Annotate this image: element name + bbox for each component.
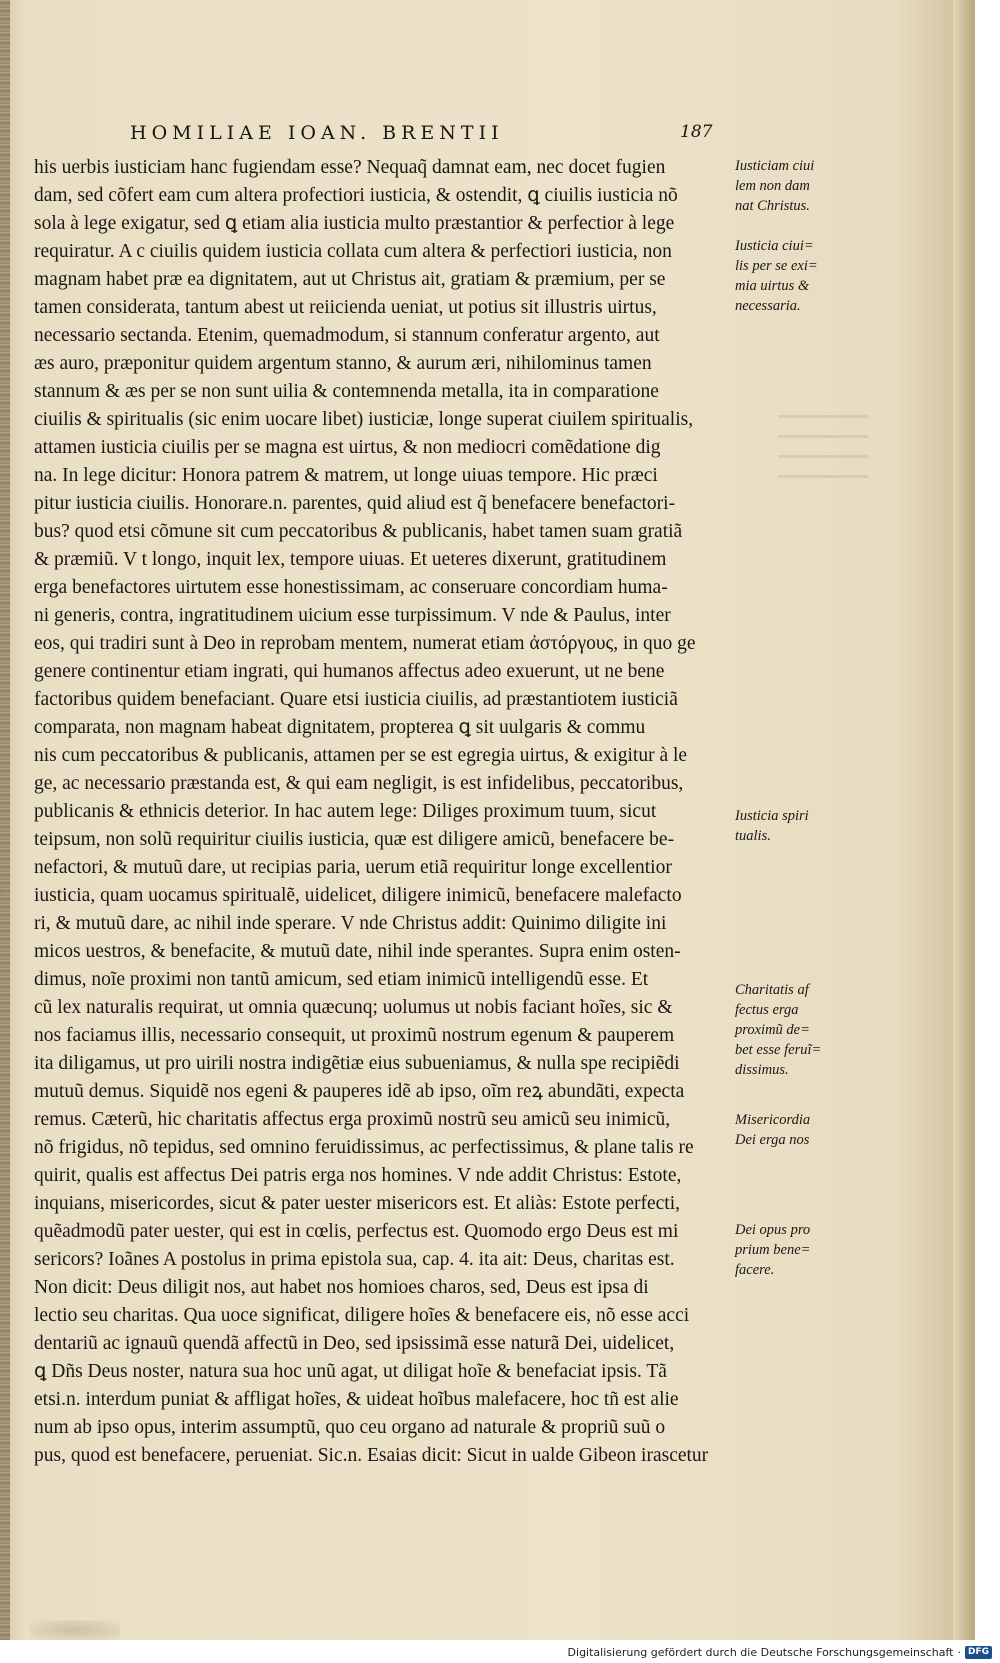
margin-note	[735, 156, 835, 216]
text-line: ciuilis & spiritualis (sic enim uocare libet) iusticiæ, longe superat ciuilem spiritualis,	[34, 409, 694, 430]
text-line: bus? quod etsi cõmune sit cum peccatoribus & publicanis, habet tamen suam gratiã	[34, 521, 683, 542]
dfg-logo: DFG	[965, 1646, 992, 1659]
margin-note-line: lis per se exi=	[735, 258, 818, 274]
text-line: sola à lege exigatur, sed ꝗ etiam alia iusticia multo præstantior & perfectior à lege	[34, 213, 675, 234]
margin-note-line: Iusticiam ciui	[735, 158, 815, 174]
text-line: eos, qui tradiri sunt à Deo in reprobam mentem, numerat etiam ἀστόργους, in quo ge	[34, 633, 696, 654]
text-line: genere continentur etiam ingrati, qui humanos affectus adeo exuerunt, ut ne bene	[34, 661, 665, 682]
text-line: ita diligamus, ut pro uirili nostra indigẽtiæ eius subueniamus, & nulla spe recipiẽdi	[34, 1053, 680, 1074]
margin-note-line: prium bene=	[735, 1242, 811, 1258]
text-line: nis cum peccatoribus & publicanis, attamen per se est egregia uirtus, & exigitur à le	[34, 745, 688, 766]
page-stack-edge	[0, 0, 10, 1640]
text-line: teipsum, non solũ requiritur ciuilis iusticia, quæ est diligere amicũ, benefacere be-	[34, 829, 675, 850]
text-line: dentariũ ac ignauũ quendã affectũ in Deo, sed ipsissimã esse naturã Dei, uidelicet,	[34, 1333, 675, 1354]
page-number: 187	[680, 122, 713, 142]
text-line: æs auro, præponitur quidem argentum stanno, & aurum æri, nihilominus tamen	[34, 353, 652, 374]
text-line: sericors? Ioãnes A postolus in prima epistola sua, cap. 4. ita ait: Deus, charitas est.	[34, 1249, 675, 1270]
margin-note	[735, 1110, 835, 1150]
margin-note	[735, 980, 835, 1080]
text-line: publicanis & ethnicis deterior. In hac autem lege: Diliges proximum tuum, sicut	[34, 801, 657, 822]
text-line: ꝗ Dñs Deus noster, natura sua hoc unũ agat, ut diligat hoĩe & benefaciat ipsis. Tã	[34, 1361, 667, 1382]
margin-note-line: Iusticia ciui=	[735, 238, 814, 254]
text-line: num ab ipso opus, interim assumptũ, quo ceu organo ad naturale & propriũ suũ o	[34, 1417, 666, 1438]
margin-note-line: fectus erga	[735, 1002, 799, 1018]
text-line: requiratur. A c ciuilis quidem iusticia collata cum altera & perfectiori iusticia, non	[34, 241, 672, 262]
margin-note-line: Charitatis af	[735, 982, 809, 998]
text-line: etsi.n. interdum puniat & affligat hoĩes, & uideat hoĩbus malefacere, hoc tñ est alie	[34, 1389, 679, 1410]
text-line: ge, ac necessario præstanda est, & qui eam negligit, is est infidelibus, peccatoribus,	[34, 773, 684, 794]
show-through-marks	[778, 410, 868, 490]
text-line: mutuũ demus. Siquidẽ nos egeni & pauperes idẽ ab ipso, oĩm reꝝ abundãti, expecta	[34, 1081, 685, 1102]
text-line: ri, & mutuũ dare, ac nihil inde sperare. V nde Christus addit: Quinimo diligite ini	[34, 913, 667, 934]
margin-note-line: facere.	[735, 1262, 775, 1278]
text-line: quirit, qualis est affectus Dei patris erga nos homines. V nde addit Christus: Estote,	[34, 1165, 682, 1186]
margin-note-line: Dei erga nos	[735, 1132, 810, 1148]
page-fore-edge	[953, 0, 975, 1640]
text-line: tamen considerata, tantum abest ut reiicienda ueniat, ut potius sit illustris uirtus,	[34, 297, 657, 318]
text-line: attamen iusticia ciuilis per se magna est uirtus, & non mediocri comẽdatione dig	[34, 437, 661, 458]
text-line: na. In lege dicitur: Honora patrem & matrem, ut longe uiuas tempore. Hic præci	[34, 465, 658, 486]
credit-text: Digitalisierung gefördert durch die Deutsche Forschungsgemeinschaft	[567, 1645, 954, 1659]
text-line: magnam habet præ ea dignitatem, aut ut Christus ait, gratiam & præmium, per se	[34, 269, 666, 290]
text-line: pitur iusticia ciuilis. Honorare.n. parentes, quid aliud est q̃ benefacere benefactori-	[34, 493, 676, 514]
margin-note-line: Iusticia spiri	[735, 808, 809, 824]
text-line: his uerbis iusticiam hanc fugiendam esse? Nequaq̃ damnat eam, nec docet fugien	[34, 157, 666, 178]
margin-note-line: tualis.	[735, 828, 771, 844]
text-line: comparata, non magnam habeat dignitatem, propterea ꝗ sit uulgaris & commu	[34, 717, 646, 738]
margin-note-line: mia uirtus &	[735, 278, 810, 294]
text-line: pus, quod est benefacere, perueniat. Sic.n. Esaias dicit: Sicut in ualde Gibeon irascetur	[34, 1445, 709, 1466]
margin-note-line: bet esse feruĩ=	[735, 1042, 822, 1058]
text-line: quẽadmodũ pater uester, qui est in cœlis, perfectus est. Quomodo ergo Deus est mi	[34, 1221, 679, 1242]
text-line: ni generis, contra, ingratitudinem uicium esse turpissimum. V nde & Paulus, inter	[34, 605, 671, 626]
paper-stain	[30, 1620, 120, 1640]
margin-note	[735, 236, 835, 316]
text-line: nos faciamus illis, necessario consequit, ut proximũ nostrum egenum & pauperem	[34, 1025, 675, 1046]
margin-note-line: necessaria.	[735, 298, 801, 314]
margin-note-line: dissimus.	[735, 1062, 789, 1078]
text-line: inquians, misericordes, sicut & pater uester misericors est. Et aliàs: Estote perfecti,	[34, 1193, 681, 1214]
text-line: erga benefactores uirtutem esse honestissimam, ac conseruare concordiam huma-	[34, 577, 668, 598]
text-line: iusticia, quam uocamus spiritualẽ, uidelicet, diligere inimicũ, benefacere malefacto	[34, 885, 682, 906]
text-line: stannum & æs per se non sunt uilia & contemnenda metalla, ita in comparatione	[34, 381, 659, 402]
text-line: Non dicit: Deus diligit nos, aut habet nos homioes charos, sed, Deus est ipsa di	[34, 1277, 649, 1298]
margin-note-line: proximũ de=	[735, 1022, 810, 1038]
text-line: remus. Cæterũ, hic charitatis affectus erga proximũ nostrũ seu amicũ seu inimicũ,	[34, 1109, 671, 1130]
text-line: nefactori, & mutuũ dare, ut recipias paria, uerum etiã requiritur longe excellentior	[34, 857, 672, 878]
body-text	[34, 154, 728, 1470]
credit-separator: ·	[957, 1645, 961, 1659]
text-line: dimus, noĩe proximi non tantũ amicum, sed etiam inimicũ intelligendũ esse. Et	[34, 969, 649, 990]
margin-note-line: nat Christus.	[735, 198, 810, 214]
margin-note-line: Misericordia	[735, 1112, 811, 1128]
text-line: lectio seu charitas. Qua uoce significat, diligere hoĩes & benefacere eis, nõ esse acci	[34, 1305, 690, 1326]
margin-note	[735, 1220, 835, 1280]
running-head: HOMILIAE IOAN. BRENTII	[130, 122, 504, 144]
margin-note-line: Dei opus pro	[735, 1222, 811, 1238]
margin-note	[735, 806, 835, 846]
text-line: factoribus quidem benefaciant. Quare etsi iusticia ciuilis, ad præstantiotem iusticiã	[34, 689, 678, 710]
text-line: cũ lex naturalis requirat, ut omnia quæcunq; uolumus ut nobis faciant hoĩes, sic &	[34, 997, 673, 1018]
text-line: & præmiũ. V t longo, inquit lex, tempore uiuas. Et ueteres dixerunt, gratitudinem	[34, 549, 667, 570]
margin-note-line: lem non dam	[735, 178, 810, 194]
digitization-credit	[568, 1644, 992, 1660]
text-line: necessario sectanda. Etenim, quemadmodum, si stannum conferatur argento, aut	[34, 325, 660, 346]
text-line: nõ frigidus, nõ tepidus, sed omnino feruidissimus, ac perfectissimus, & plane talis re	[34, 1137, 694, 1158]
text-line: micos uestros, & benefacite, & mutuũ date, nihil inde sperantes. Supra enim osten-	[34, 941, 681, 962]
text-line: dam, sed cõfert eam cum altera profectiori iusticia, & ostendit, ꝗ ciuilis iusticia nõ	[34, 185, 678, 206]
